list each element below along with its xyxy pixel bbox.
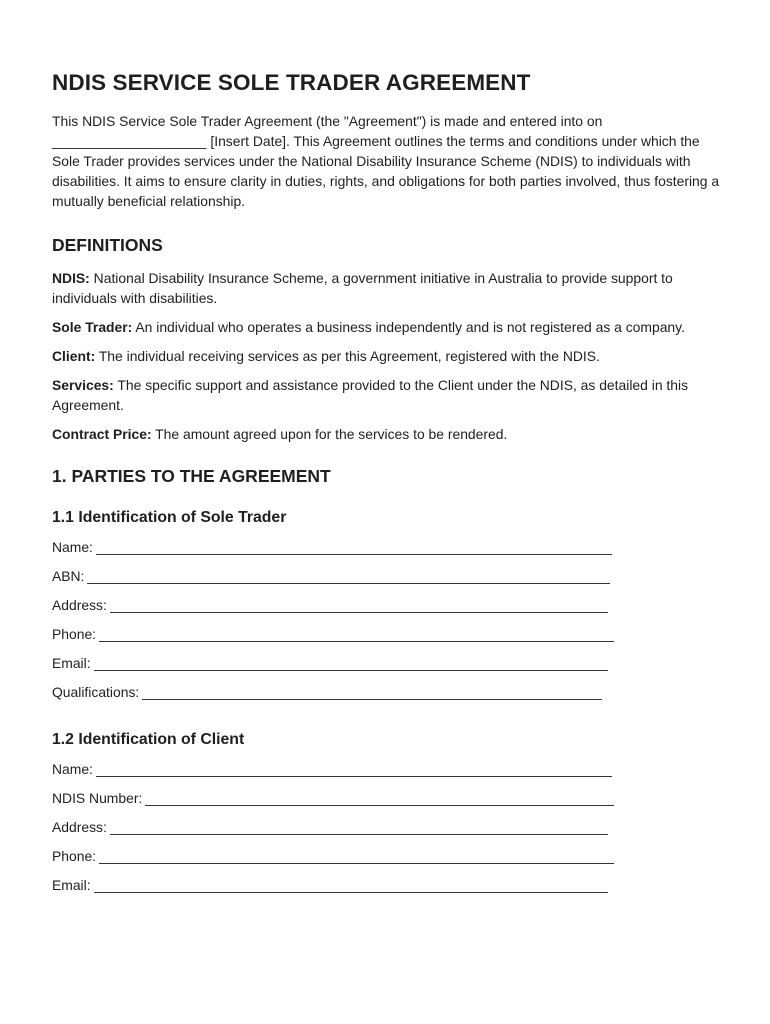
document-title: NDIS SERVICE SOLE TRADER AGREEMENT: [52, 70, 531, 95]
field-blank-line[interactable]: [94, 891, 608, 893]
field-label: Name:: [52, 761, 93, 777]
field-blank-line[interactable]: [87, 582, 610, 584]
field-label: Email:: [52, 877, 91, 893]
definition-term: Services:: [52, 377, 114, 393]
definition-client: [52, 346, 724, 366]
definition-term: Sole Trader:: [52, 319, 133, 335]
field-label: Qualifications:: [52, 684, 140, 700]
definition-ndis: [52, 268, 724, 308]
field-label: ABN:: [52, 568, 85, 584]
intro-paragraph: This NDIS Service Sole Trader Agreement (the "Agreement") is made and entered into on ____________________ [Insert Date]. This Agreement outlines the terms and conditions under which the Sole Trader provides services under the National Disability Insurance Scheme (NDIS) to individuals with disabilities. It aims to ensure clarity in duties, rights, and obligations for both parties involved, thus fostering a mutually beneficial relationship.: [52, 113, 720, 209]
field-blank-line[interactable]: [99, 640, 614, 642]
field-label: NDIS Number:: [52, 790, 143, 806]
field-label: Email:: [52, 655, 91, 671]
sole-trader-heading: 1.1 Identification of Sole Trader: [52, 509, 287, 526]
definition-text: An individual who operates a business independently and is not registered as a company.: [132, 319, 685, 335]
field-blank-line[interactable]: [96, 775, 612, 777]
client-name-field[interactable]: [52, 759, 612, 788]
field-label: Name:: [52, 539, 93, 555]
sole-trader-email-field[interactable]: [52, 653, 608, 682]
field-label: Phone:: [52, 848, 97, 864]
client-email-field[interactable]: [52, 875, 608, 904]
field-blank-line[interactable]: [110, 611, 608, 613]
sole-trader-qualifications-field[interactable]: [52, 682, 602, 711]
client-address-field[interactable]: [52, 817, 608, 846]
parties-heading: 1. PARTIES TO THE AGREEMENT: [52, 466, 331, 486]
definition-text: The individual receiving services as per this Agreement, registered with the NDIS.: [95, 348, 600, 364]
field-label: Address:: [52, 597, 107, 613]
definition-text: National Disability Insurance Scheme, a government initiative in Australia to provide support to individuals with disabilities.: [52, 270, 673, 306]
definition-sole-trader: [52, 317, 724, 337]
definition-text: The specific support and assistance provided to the Client under the NDIS, as detailed in this Agreement.: [52, 377, 689, 413]
field-label: Address:: [52, 819, 107, 835]
client-ndis-number-field[interactable]: [52, 788, 614, 817]
client-phone-field[interactable]: [52, 846, 614, 875]
field-label: Phone:: [52, 626, 97, 642]
definition-term: Client:: [52, 348, 96, 364]
field-blank-line[interactable]: [96, 553, 612, 555]
sole-trader-abn-field[interactable]: [52, 566, 610, 595]
field-blank-line[interactable]: [99, 862, 614, 864]
definition-contract-price: [52, 424, 724, 444]
definition-services: [52, 375, 724, 415]
definitions-heading: DEFINITIONS: [52, 235, 163, 255]
definition-term: NDIS:: [52, 270, 90, 286]
field-blank-line[interactable]: [145, 804, 614, 806]
definition-term: Contract Price:: [52, 426, 152, 442]
field-blank-line[interactable]: [110, 833, 608, 835]
field-blank-line[interactable]: [142, 698, 602, 700]
client-heading: 1.2 Identification of Client: [52, 731, 245, 748]
field-blank-line[interactable]: [94, 669, 608, 671]
sole-trader-phone-field[interactable]: [52, 624, 614, 653]
sole-trader-address-field[interactable]: [52, 595, 608, 624]
definition-text: The amount agreed upon for the services to be rendered.: [151, 426, 508, 442]
sole-trader-name-field[interactable]: [52, 537, 612, 566]
